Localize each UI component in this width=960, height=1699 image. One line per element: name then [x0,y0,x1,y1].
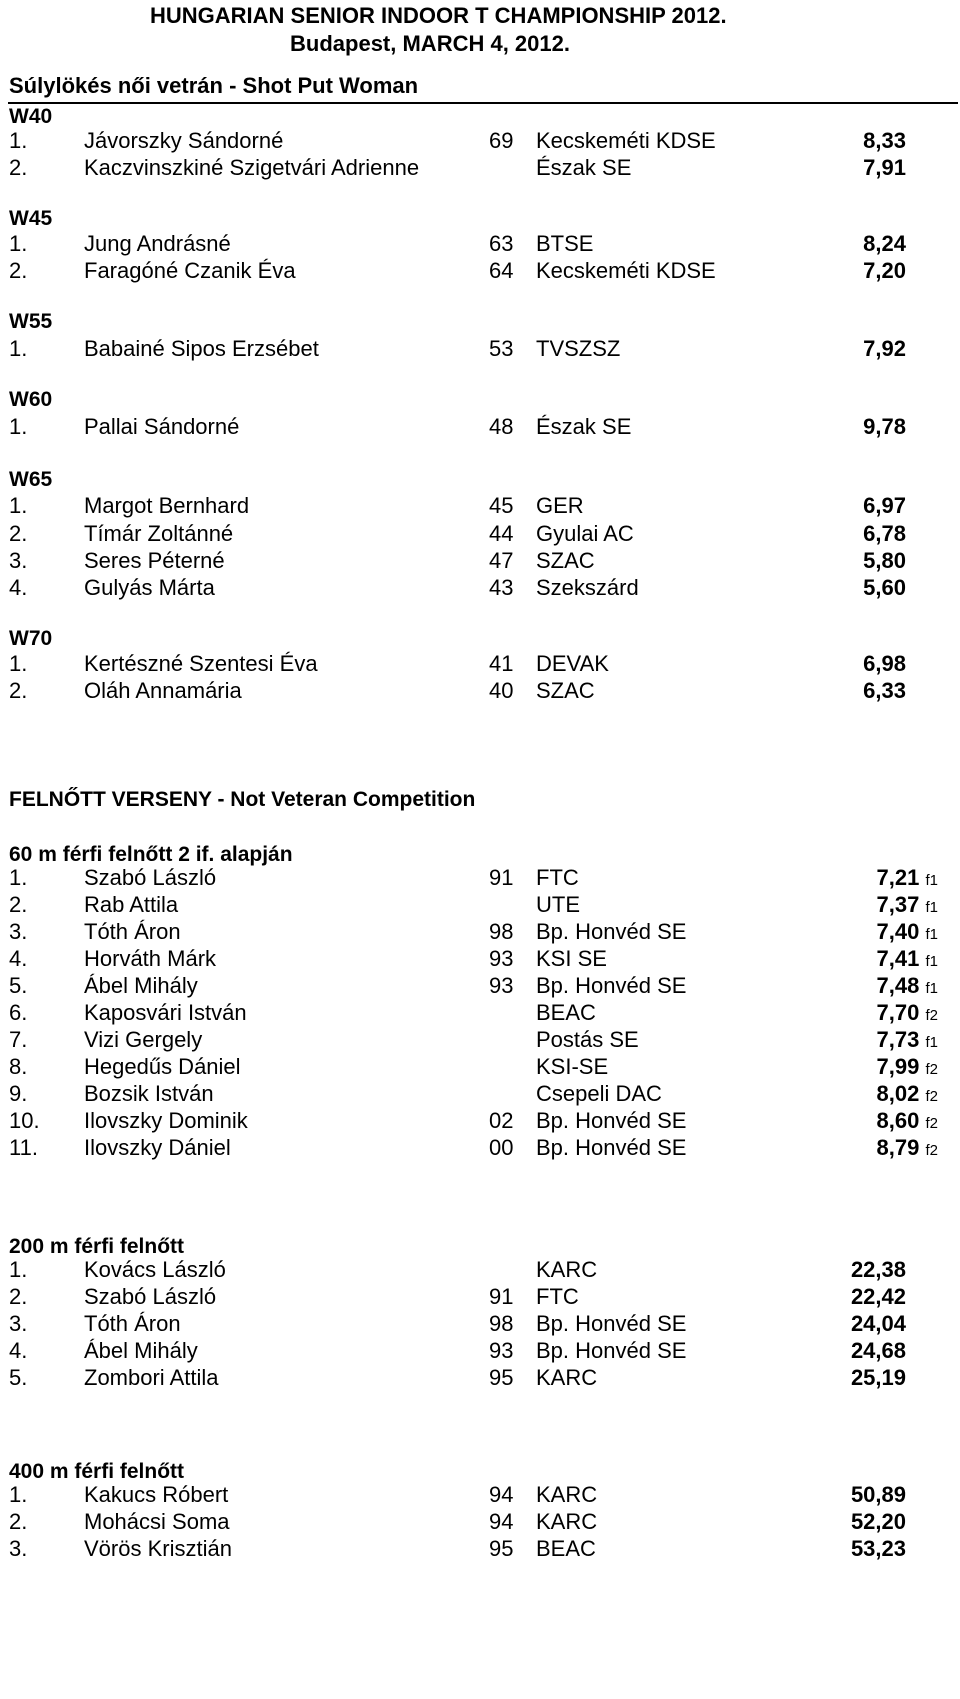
table-row: 9. Bozsik István Csepeli DAC 8,02 f2 [9,1081,938,1106]
heat-label: f1 [925,872,938,889]
table-row: 3. Tóth Áron 98 Bp. Honvéd SE 7,40 f1 [9,919,938,944]
heat-label: f2 [925,1115,938,1132]
heat-label: f2 [925,1088,938,1105]
table-row: 3. Vörös Krisztián 95 BEAC 53,23 [9,1536,906,1561]
table-row: 1. Kovács László KARC 22,38 [9,1257,906,1282]
table-row: 1. Jung Andrásné 63 BTSE 8,24 [9,231,906,256]
table-row: 3. Seres Péterné 47 SZAC 5,80 [9,548,906,573]
table-row: 1. Margot Bernhard 45 GER 6,97 [9,493,906,518]
championship-date: Budapest, MARCH 4, 2012. [290,31,570,56]
group-label-w70: W70 [9,627,53,650]
title-divider [8,102,958,104]
table-row: 1. Kertészné Szentesi Éva 41 DEVAK 6,98 [9,651,906,676]
table-row: 1. Jávorszky Sándorné 69 Kecskeméti KDSE 8,33 [9,128,906,153]
adult-competition-title: FELNŐTT VERSENY - Not Veteran Competition [9,788,476,811]
group-label-w40: W40 [9,105,53,128]
championship-title: HUNGARIAN SENIOR INDOOR T CHAMPIONSHIP 2012. [150,3,727,28]
table-row: 1. Kakucs Róbert 94 KARC 50,89 [9,1482,906,1507]
table-row: 2. Rab Attila UTE 7,37 f1 [9,892,938,917]
heat-label: f1 [925,926,938,943]
table-row: 2. Kaczvinszkiné Szigetvári Adrienne Észak SE 7,91 [9,155,906,180]
heat-label: f2 [925,1142,938,1159]
event-label-400m: 400 m férfi felnőtt [9,1460,185,1483]
table-row: 1. Babainé Sipos Erzsébet 53 TVSZSZ 7,92 [9,336,906,361]
group-label-w65: W65 [9,468,53,491]
table-row: 4. Ábel Mihály 93 Bp. Honvéd SE 24,68 [9,1338,906,1363]
table-row: 1. Pallai Sándorné 48 Észak SE 9,78 [9,414,906,439]
table-row: 5. Ábel Mihály 93 Bp. Honvéd SE 7,48 f1 [9,973,938,998]
table-row: 11. Ilovszky Dániel 00 Bp. Honvéd SE 8,79 f2 [9,1135,938,1160]
heat-label: f1 [925,899,938,916]
table-row: 4. Horváth Márk 93 KSI SE 7,41 f1 [9,946,938,971]
table-row: 6. Kaposvári István BEAC 7,70 f2 [9,1000,938,1025]
heat-label: f1 [925,953,938,970]
heat-label: f1 [925,980,938,997]
shot-put-title: Súlylökés női vetrán - Shot Put Woman [9,73,419,98]
table-row: 1. Szabó László 91 FTC 7,21 f1 [9,865,938,890]
group-label-w45: W45 [9,207,53,230]
event-label-60m: 60 m férfi felnőtt 2 if. alapján [9,843,293,866]
heat-label: f2 [925,1061,938,1078]
table-row: 4. Gulyás Márta 43 Szekszárd 5,60 [9,575,906,600]
event-label-200m: 200 m férfi felnőtt [9,1235,185,1258]
group-label-w55: W55 [9,310,53,333]
table-row: 2. Tímár Zoltánné 44 Gyulai AC 6,78 [9,521,906,546]
table-row: 2. Mohácsi Soma 94 KARC 52,20 [9,1509,906,1534]
table-row: 10. Ilovszky Dominik 02 Bp. Honvéd SE 8,60 f2 [9,1108,938,1133]
group-label-w60: W60 [9,388,53,411]
table-row: 3. Tóth Áron 98 Bp. Honvéd SE 24,04 [9,1311,906,1336]
heat-label: f1 [925,1034,938,1051]
table-row: 2. Faragóné Czanik Éva 64 Kecskeméti KDSE 7,20 [9,258,906,283]
table-row: 7. Vizi Gergely Postás SE 7,73 f1 [9,1027,938,1052]
table-row: 8. Hegedűs Dániel KSI-SE 7,99 f2 [9,1054,938,1079]
table-row: 2. Oláh Annamária 40 SZAC 6,33 [9,678,906,703]
table-row: 5. Zombori Attila 95 KARC 25,19 [9,1365,906,1390]
table-row: 2. Szabó László 91 FTC 22,42 [9,1284,906,1309]
heat-label: f2 [925,1007,938,1024]
